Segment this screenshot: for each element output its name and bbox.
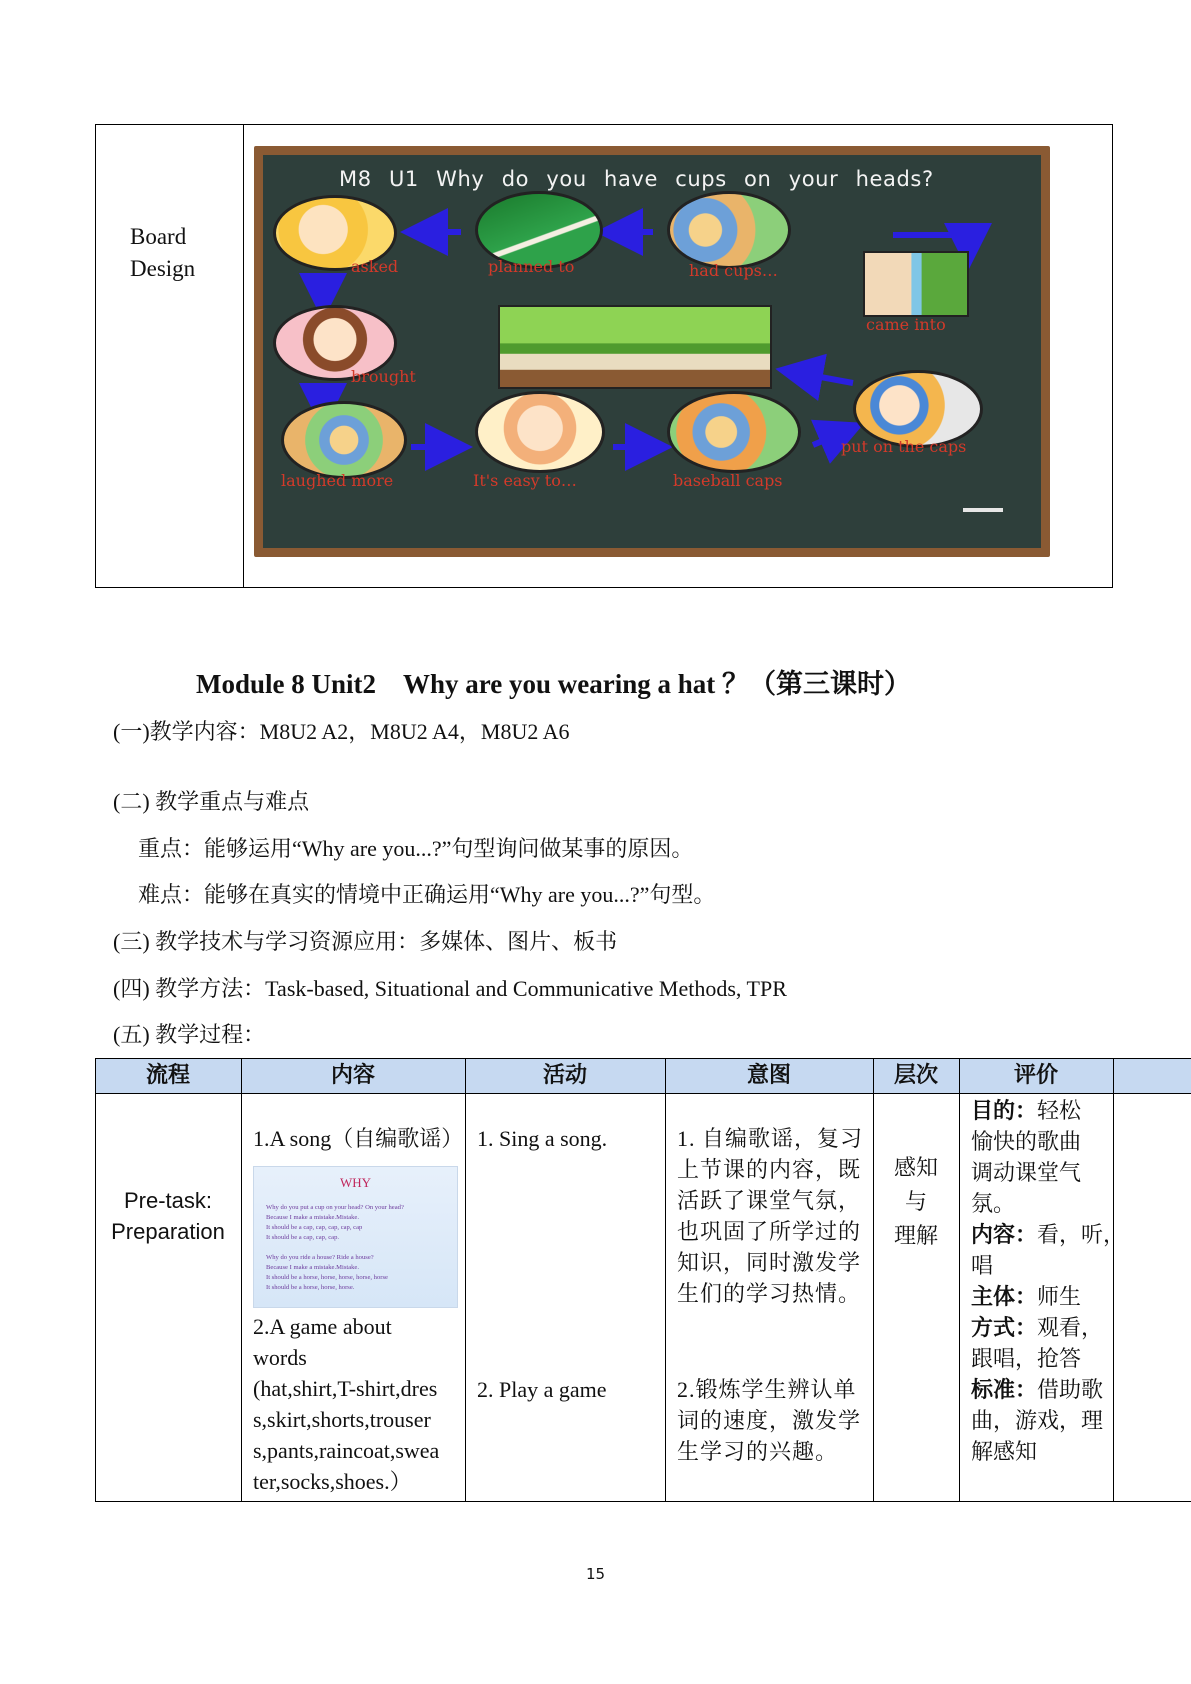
- eval-line: 跟唱，抢答: [971, 1346, 1082, 1371]
- col-line: [95, 1059, 96, 1501]
- key-point-text: 重点：能够运用“Why are you...?”句型询问做某事的原因。: [138, 836, 694, 861]
- intent-2: [677, 1374, 861, 1467]
- easy-to-picture: [475, 391, 605, 473]
- intent-line: 1. 自编歌谣，复习: [677, 1126, 864, 1151]
- eval-line: 曲，游戏，理: [971, 1408, 1104, 1433]
- lesson-heading: Module 8 Unit2 Why are you wearing a hat ？（第三课时）: [196, 669, 912, 699]
- board-title: M8 U1 Why do you have cups on your heads?: [339, 167, 934, 191]
- label-planned-to: planned to: [488, 257, 575, 276]
- section-content: (一)教学内容：M8U2 A2，M8U2 A4，M8U2 A6: [113, 719, 570, 744]
- intent-line: 活跃了课堂气氛，: [677, 1188, 862, 1213]
- eval-subject-key: 主体：: [971, 1284, 1038, 1309]
- chalk-piece: [963, 508, 1003, 512]
- eval-purpose-value: 轻松: [1037, 1098, 1082, 1123]
- board-label-line1: Board: [130, 224, 187, 249]
- level-line: 与: [904, 1189, 927, 1214]
- eval-line: 调动课堂气: [971, 1160, 1082, 1185]
- board-label-line2: Design: [130, 256, 196, 281]
- activity-game: 2. Play a game: [477, 1377, 607, 1402]
- content-game-line: words: [253, 1345, 307, 1370]
- level-line: 理解: [893, 1223, 938, 1248]
- section-key-points: (二) 教学重点与难点: [113, 789, 310, 814]
- content-game-line: (hat,shirt,T-shirt,dres: [253, 1376, 438, 1401]
- content-game: [253, 1311, 439, 1497]
- level-cell: [873, 1151, 959, 1253]
- intent-line: 知识，同时激发学: [677, 1250, 862, 1275]
- eval-standard-value: 借助歌: [1037, 1377, 1104, 1402]
- content-song: 1.A song（自编歌谣）: [253, 1126, 464, 1151]
- col-line: [665, 1059, 666, 1501]
- header-content: 内容: [330, 1063, 375, 1088]
- label-laughed-more: laughed more: [281, 471, 394, 490]
- intent-1: [677, 1123, 863, 1309]
- eval-content-key: 内容：: [971, 1222, 1038, 1247]
- came-into-picture: [863, 251, 969, 317]
- difficult-point-text: 难点：能够在真实的情境中正确运用“Why are you...?”句型。: [138, 882, 716, 907]
- evaluation-cell: [971, 1095, 1125, 1467]
- label-baseball-caps: baseball caps: [673, 471, 783, 490]
- header-evaluation: 评价: [1013, 1063, 1058, 1088]
- header-level: 层次: [893, 1063, 938, 1088]
- teaching-process-table: [95, 1058, 1191, 1502]
- col-line: [465, 1059, 466, 1501]
- laughed-more-picture: [281, 401, 407, 479]
- eval-content-value: 看，听，: [1037, 1222, 1126, 1247]
- song-image-lyrics: Why do you put a cup on your head? On your head? Because I make a mistake.Mistake. It should be a cap, cap, cap, cap, cap It should be a cap, cap, cap. Why do you ride a house? Ride a house? Because I make a mistake.Mistake. It should be a horse, horse, horse, horse, horse It should be a horse, horse, horse.: [266, 1204, 404, 1291]
- section-resources: (三) 教学技术与学习资源应用：多媒体、图片、板书: [113, 929, 618, 954]
- col-line: [873, 1059, 874, 1501]
- label-its-easy-to: It's easy to…: [473, 471, 577, 490]
- content-game-line: s,skirt,shorts,trouser: [253, 1407, 431, 1432]
- eval-standard-key: 标准：: [971, 1377, 1038, 1402]
- label-had-cups: had cups…: [689, 261, 778, 280]
- arrow-9: [793, 372, 853, 383]
- col-line: [959, 1059, 960, 1501]
- intent-line: 生们的学习热情。: [677, 1281, 862, 1306]
- song-image-title: WHY: [339, 1175, 372, 1190]
- col-line: [241, 1059, 242, 1501]
- baseball-caps-picture: [667, 391, 801, 473]
- header-flow: 流程: [145, 1063, 190, 1088]
- content-game-line: s,pants,raincoat,swea: [253, 1438, 440, 1463]
- eval-line: 愉快的歌曲: [971, 1129, 1082, 1154]
- label-asked: asked: [351, 257, 399, 276]
- label-brought: brought: [351, 367, 416, 386]
- eval-method-value: 观看，: [1037, 1315, 1104, 1340]
- chalkboard-image: [254, 146, 1050, 557]
- stage-line1: Pre-task:: [123, 1188, 213, 1213]
- intent-line: 词的速度，激发学: [677, 1408, 862, 1433]
- header-activity: 活动: [542, 1063, 587, 1088]
- label-came-into: came into: [866, 315, 946, 334]
- section-methods: (四) 教学方法：Task-based, Situational and Communicative Methods, TPR: [113, 976, 787, 1001]
- stage-line2: Preparation: [111, 1219, 225, 1244]
- intent-line: 上节课的内容，既: [677, 1157, 862, 1182]
- eval-method-key: 方式：: [971, 1315, 1038, 1340]
- content-game-line: 2.A game about: [253, 1314, 392, 1339]
- intent-line: 也巩固了所学过的: [677, 1219, 862, 1244]
- intent-line: 2.锻炼学生辨认单: [677, 1377, 857, 1402]
- activity-sing: 1. Sing a song.: [477, 1126, 608, 1151]
- level-line: 感知: [893, 1155, 938, 1180]
- playground-picture: [498, 305, 772, 389]
- song-lyrics-image: [253, 1166, 458, 1308]
- board-design-label: [130, 221, 195, 285]
- eval-line: 解感知: [971, 1439, 1038, 1464]
- eval-subject-value: 师生: [1037, 1284, 1082, 1309]
- eval-line: 氛。: [971, 1191, 1016, 1216]
- board-design-table: [95, 124, 1113, 588]
- stage-cell: [95, 1185, 241, 1247]
- section-process: (五) 教学过程：: [113, 1022, 266, 1047]
- eval-line: 唱: [971, 1253, 994, 1278]
- intent-line: 生学习的兴趣。: [677, 1439, 839, 1464]
- kids-cups-picture: [667, 191, 791, 269]
- content-game-line: ter,socks,shoes.）: [253, 1469, 412, 1494]
- page-number: 15: [585, 1565, 606, 1583]
- eval-purpose-key: 目的：: [971, 1098, 1038, 1123]
- table-divider: [243, 125, 244, 587]
- header-intent: 意图: [746, 1063, 791, 1088]
- label-put-on-the-caps: put on the caps: [841, 437, 967, 456]
